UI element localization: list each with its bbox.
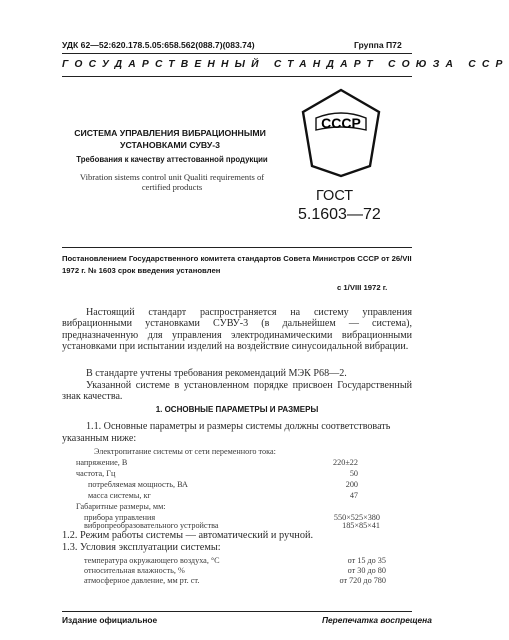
section-heading: 1. ОСНОВНЫЕ ПАРАМЕТРЫ И РАЗМЕРЫ	[155, 405, 319, 414]
spec-value: 220±22	[333, 458, 358, 467]
spec-label: масса системы, кг	[88, 491, 151, 500]
effective-date: с 1/VIII 1972 г.	[337, 283, 388, 292]
spec-value: от 720 до 780	[339, 576, 386, 585]
paragraph: Указанной системе в установленном порядке присвоен Государственный знак качества.	[62, 380, 412, 403]
list-item: 1.3. Условия эксплуатации системы:	[62, 542, 221, 553]
spec-label: потребляемая мощность, ВА	[88, 480, 188, 489]
group-code: Группа П72	[354, 40, 402, 50]
spec-label: вибропреобразовательного устройства	[84, 521, 219, 530]
spec-value: 550×525×380	[333, 513, 380, 522]
quality-mark-logo	[300, 88, 382, 178]
divider	[62, 611, 412, 612]
spec-value: 50	[349, 469, 358, 478]
spec-label: напряжение, В	[76, 458, 128, 467]
list-item: 1.2. Режим работы системы — автоматический и ручной.	[62, 530, 314, 541]
udk-code: УДК 62—52:620.178.5.05:658.562(088.7)(083.74)	[62, 40, 255, 50]
reprint-prohibited-note: Перепечатка воспрещена	[322, 615, 432, 625]
dims-heading: Габаритные размеры, мм:	[76, 502, 166, 511]
spec-value: 200	[345, 480, 358, 489]
paragraph: В стандарте учтены требования рекомендаций МЭК Р68—2.	[86, 368, 347, 379]
english-title: Vibration sistems control unit Qualiti requirements of certified products	[79, 172, 265, 192]
divider	[62, 247, 412, 248]
gost-number: 5.1603—72	[298, 206, 381, 223]
standard-banner: ГОСУДАРСТВЕННЫЙ СТАНДАРТ СОЮЗА ССР	[62, 59, 509, 70]
spec-label: частота, Гц	[76, 469, 116, 478]
paragraph: Настоящий стандарт распространяется на систему управления вибрационными установками СУВУ-3 (в дальнейшем — система), предназначенную для управления электродинамическими вибрационными установками при испытании изделий на воздействие синусоидальной вибрации.	[62, 307, 412, 352]
spec-label: прибора управления	[84, 513, 156, 522]
standard-title: СИСТЕМА УПРАВЛЕНИЯ ВИБРАЦИОННЫМИ УСТАНОВКАМИ СУВУ-3	[74, 128, 266, 150]
logo-text: СССР	[321, 115, 361, 131]
decree-text: Постановлением Государственного комитета стандартов Совета Министров СССР от 26/VII 1972 г. № 1603 срок введения установлен	[62, 254, 412, 275]
spec-label: атмосферное давление, мм рт. ст.	[84, 576, 200, 585]
standard-subtitle: Требования к качеству аттестованной продукции	[76, 155, 268, 164]
spec-label: относительная влажность, %	[84, 566, 185, 575]
spec-value: от 30 до 80	[347, 566, 386, 575]
supply-heading: Электропитание системы от сети переменного тока:	[94, 447, 276, 456]
spec-value: 47	[349, 491, 358, 500]
official-edition-note: Издание официальное	[62, 615, 158, 625]
section-intro: 1.1. Основные параметры и размеры системы должны соответствовать указанным ниже:	[62, 421, 391, 444]
divider	[62, 76, 412, 77]
gost-label: ГОСТ	[316, 188, 354, 204]
spec-value: от 15 до 35	[347, 556, 386, 565]
spec-label: температура окружающего воздуха, °С	[84, 556, 220, 565]
divider	[62, 53, 412, 54]
spec-value: 185×85×41	[342, 521, 380, 530]
